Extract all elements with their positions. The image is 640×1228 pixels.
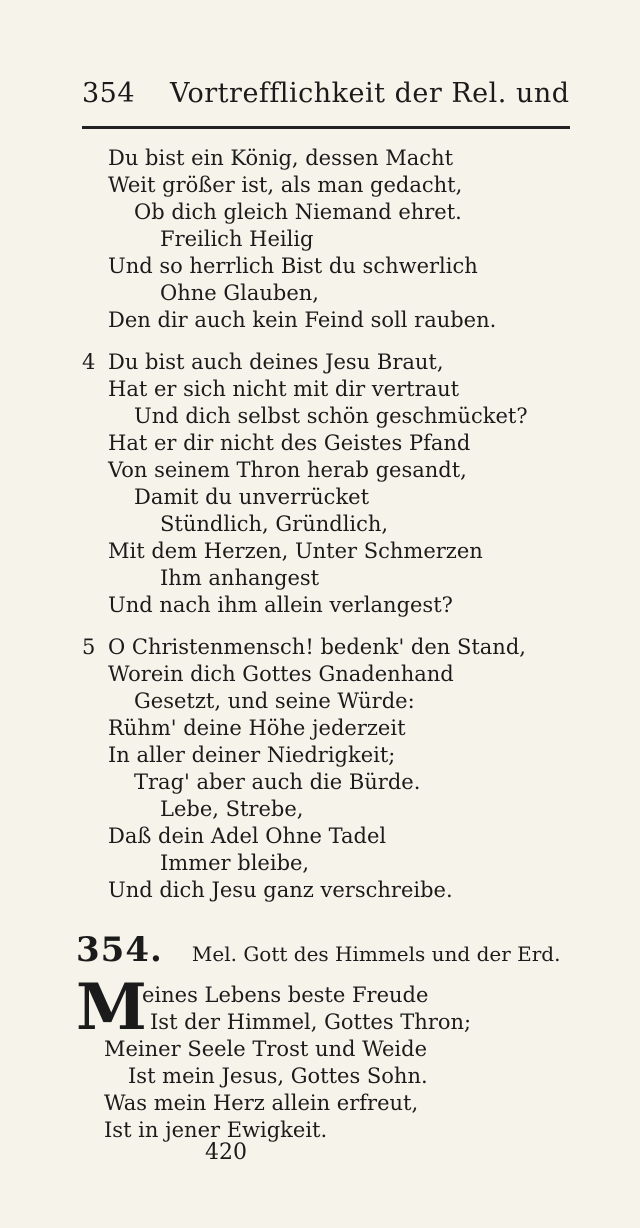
hymn-heading [76,930,560,970]
verse-line: Daß dein Adel Ohne Tadel [108,824,387,848]
stanza-number: 4 [82,350,96,374]
melody-reference: Mel. Gott des Himmels und der Erd. [191,942,561,966]
running-title: Vortrefflichkeit der Rel. und [170,78,570,109]
verse-line: Und nach ihm allein verlangest? [108,593,453,617]
verse-line: Trag' aber auch die Bürde. [134,770,421,794]
verse-line: Ist der Himmel, Gottes Thron; [150,1010,472,1034]
verse-line: Ist in jener Ewigkeit. [104,1118,328,1142]
verse-line: Den dir auch kein Feind soll rauben. [108,308,497,332]
verse-line: Freilich Heilig [160,227,314,251]
verse-line: Du bist auch deines Jesu Braut, [108,350,444,374]
verse-line: Von seinem Thron herab gesandt, [108,458,467,482]
verse-line: Meiner Seele Trost und Weide [104,1037,428,1061]
verse-line: Hat er dir nicht des Geistes Pfand [108,431,471,455]
verse-line: O Christenmensch! bedenk' den Stand, [108,635,526,659]
header-rule [82,126,570,129]
verse-line: Was mein Herz allein erfreut, [104,1091,419,1115]
verse-line: Lebe, Strebe, [160,797,304,821]
verse-line: Rühm' deine Höhe jederzeit [108,716,406,740]
verse-line: Du bist ein König, dessen Macht [108,146,454,170]
verse-line: Mit dem Herzen, Unter Schmerzen [108,539,483,563]
verse-line: Ihm anhangest [160,566,320,590]
running-header [82,78,572,122]
verse-line: Ohne Glauben, [160,281,319,305]
drop-cap: M [76,970,147,1045]
verse-line: Hat er sich nicht mit dir vertraut [108,377,460,401]
verse-line: Weit größer ist, als man gedacht, [108,173,463,197]
verse-line: Und dich Jesu ganz verschreibe. [108,878,453,902]
verse-line: Und dich selbst schön geschmücket? [134,404,528,428]
verse-line: Immer bleibe, [160,851,310,875]
verse-line: Gesetzt, und seine Würde: [134,689,415,713]
verse-line: In aller deiner Niedrigkeit; [108,743,396,767]
verse-line: Stündlich, Gründlich, [160,512,389,536]
stanza-number: 5 [82,635,96,659]
verse-line: eines Lebens beste Freude [142,983,429,1007]
verse-line: Worein dich Gottes Gnadenhand [108,662,454,686]
verse-line: Damit du unverrücket [134,485,370,509]
verse-line: Ist mein Jesus, Gottes Sohn. [128,1064,428,1088]
page-number: 354 [82,78,136,109]
signature-mark: 420 [205,1140,247,1165]
hymn-number: 354. [76,930,163,970]
verse-line: Und so herrlich Bist du schwerlich [108,254,478,278]
verse-line: Ob dich gleich Niemand ehret. [134,200,462,224]
